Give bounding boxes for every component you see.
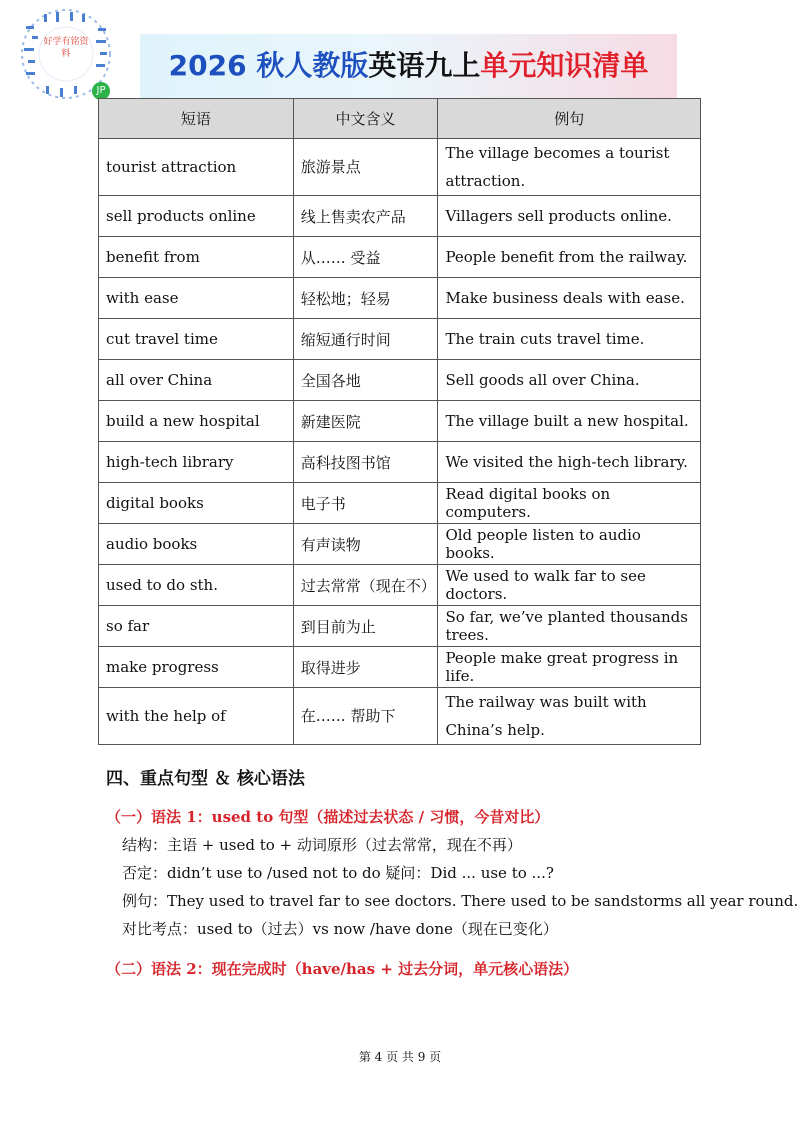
table-row xyxy=(99,442,701,483)
phrase-cell: high-tech library xyxy=(99,442,294,483)
logo xyxy=(14,6,118,102)
table-row xyxy=(99,319,701,360)
title-part-1: 2026 秋人教版 xyxy=(168,49,369,82)
phrase-cell: used to do sth. xyxy=(99,565,294,606)
example-cell: We used to walk far to see doctors. xyxy=(438,565,701,606)
column-header-phrase: 短语 xyxy=(99,99,294,139)
table-header-row xyxy=(99,99,701,139)
table-row xyxy=(99,565,701,606)
grammar-1-example: 例句：They used to travel far to see doctors. There used to be sandstorms all year round. xyxy=(122,892,799,910)
logo-text: 好学有铭资料 xyxy=(43,37,89,59)
meaning-cell: 高科技图书馆 xyxy=(293,442,438,483)
table-row xyxy=(99,278,701,319)
page-title xyxy=(140,34,677,98)
example-cell: The railway was built with China’s help. xyxy=(438,688,701,745)
meaning-cell: 到目前为止 xyxy=(293,606,438,647)
example-cell: The village becomes a tourist attraction. xyxy=(438,139,701,196)
example-cell: Villagers sell products online. xyxy=(438,196,701,237)
meaning-cell: 旅游景点 xyxy=(293,139,438,196)
table-row xyxy=(99,360,701,401)
meaning-cell: 过去常常（现在不） xyxy=(293,565,438,606)
title-part-2: 英语九上 xyxy=(368,49,481,82)
example-cell: People benefit from the railway. xyxy=(438,237,701,278)
table-row xyxy=(99,196,701,237)
meaning-cell: 取得进步 xyxy=(293,647,438,688)
table-row xyxy=(99,237,701,278)
phrase-cell: tourist attraction xyxy=(99,139,294,196)
title-part-3: 单元知识清单 xyxy=(480,49,649,82)
meaning-cell: 在…… 帮助下 xyxy=(293,688,438,745)
phrase-table xyxy=(98,98,701,745)
meaning-cell: 有声读物 xyxy=(293,524,438,565)
section-title: 四、重点句型 ＆ 核心语法 xyxy=(106,769,305,789)
example-cell: Old people listen to audio books. xyxy=(438,524,701,565)
phrase-cell: digital books xyxy=(99,483,294,524)
example-cell: People make great progress in life. xyxy=(438,647,701,688)
phrase-cell: benefit from xyxy=(99,237,294,278)
example-cell: So far, we’ve planted thousands trees. xyxy=(438,606,701,647)
meaning-cell: 新建医院 xyxy=(293,401,438,442)
phrase-cell: build a new hospital xyxy=(99,401,294,442)
grammar-1-negative: 否定：didn’t use to /used not to do 疑问：Did ... use to ...? xyxy=(122,864,554,882)
phrase-cell: cut travel time xyxy=(99,319,294,360)
phrase-cell: with ease xyxy=(99,278,294,319)
table-row xyxy=(99,688,701,745)
phrase-cell: with the help of xyxy=(99,688,294,745)
table-row xyxy=(99,401,701,442)
meaning-cell: 电子书 xyxy=(293,483,438,524)
table-row xyxy=(99,606,701,647)
table-row xyxy=(99,139,701,196)
table-row xyxy=(99,647,701,688)
grammar-1-heading: （一）语法 1：used to 句型（描述过去状态 / 习惯，今昔对比） xyxy=(106,808,550,826)
phrase-cell: make progress xyxy=(99,647,294,688)
phrase-cell: audio books xyxy=(99,524,294,565)
table-row xyxy=(99,524,701,565)
example-cell: Read digital books on computers. xyxy=(438,483,701,524)
example-cell: We visited the high-tech library. xyxy=(438,442,701,483)
logo-badge: JP xyxy=(92,82,110,100)
column-header-meaning: 中文含义 xyxy=(293,99,438,139)
meaning-cell: 轻松地；轻易 xyxy=(293,278,438,319)
title-banner xyxy=(140,34,677,98)
grammar-1-contrast: 对比考点：used to（过去）vs now /have done（现在已变化） xyxy=(122,920,558,938)
example-cell: Sell goods all over China. xyxy=(438,360,701,401)
example-cell: The train cuts travel time. xyxy=(438,319,701,360)
meaning-cell: 线上售卖农产品 xyxy=(293,196,438,237)
grammar-2-heading: （二）语法 2：现在完成时（have/has + 过去分词，单元核心语法） xyxy=(106,960,579,978)
meaning-cell: 从…… 受益 xyxy=(293,237,438,278)
phrase-cell: sell products online xyxy=(99,196,294,237)
meaning-cell: 全国各地 xyxy=(293,360,438,401)
table-row xyxy=(99,483,701,524)
example-cell: Make business deals with ease. xyxy=(438,278,701,319)
example-cell: The village built a new hospital. xyxy=(438,401,701,442)
column-header-example: 例句 xyxy=(438,99,701,139)
phrase-cell: all over China xyxy=(99,360,294,401)
phrase-cell: so far xyxy=(99,606,294,647)
meaning-cell: 缩短通行时间 xyxy=(293,319,438,360)
grammar-1-structure: 结构：主语 + used to + 动词原形（过去常常，现在不再） xyxy=(122,836,522,854)
page-number: 第 4 页 共 9 页 xyxy=(358,1050,442,1064)
